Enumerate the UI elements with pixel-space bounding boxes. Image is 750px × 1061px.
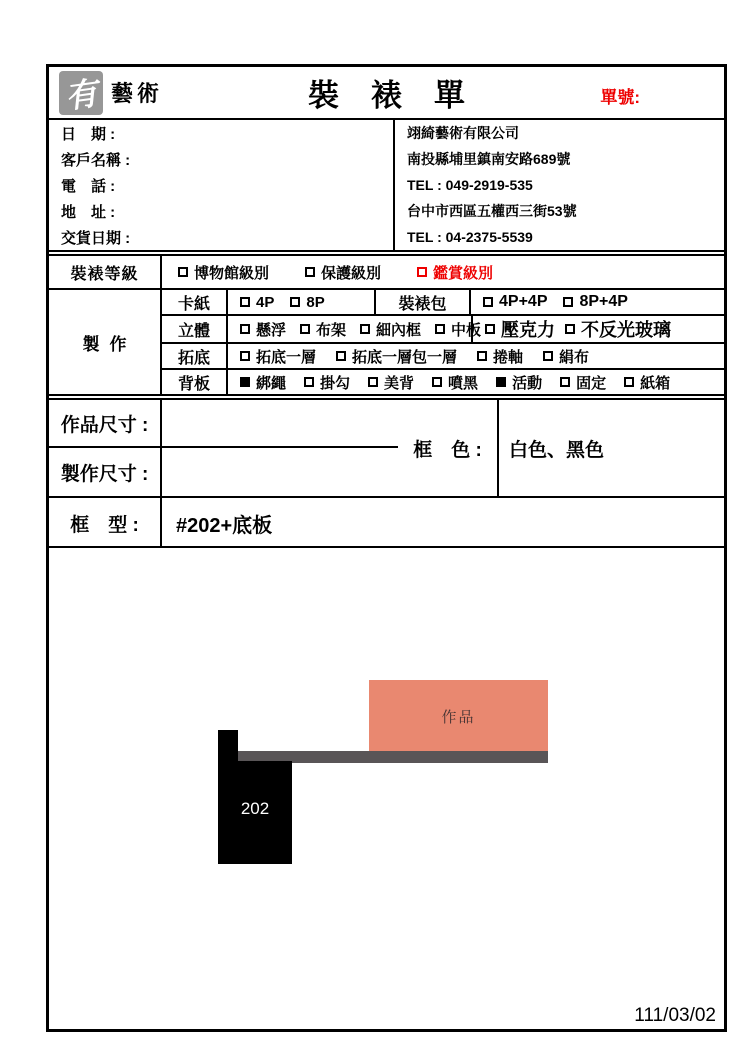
option-floating[interactable] bbox=[240, 319, 286, 340]
checkbox-icon[interactable] bbox=[563, 297, 573, 307]
molding-label: 202 bbox=[240, 799, 270, 818]
frame-color-label: 框 色 : bbox=[398, 400, 499, 498]
checkbox-icon[interactable] bbox=[290, 297, 300, 307]
option-label: 掛勾 bbox=[320, 374, 351, 392]
mount-pack-options bbox=[471, 290, 724, 314]
option-removable[interactable] bbox=[496, 372, 542, 393]
option-spray-black[interactable] bbox=[432, 372, 478, 393]
company-tel-2: TEL : 04-2375-5539 bbox=[407, 229, 533, 245]
make-size-label: 製作尺寸 : bbox=[49, 448, 162, 498]
option-label: 美背 bbox=[384, 374, 415, 392]
option-label: 4P+4P bbox=[499, 293, 548, 310]
company-info bbox=[395, 120, 724, 250]
row-matboard-label: 卡紙 bbox=[162, 290, 228, 314]
option-label: 綁繩 bbox=[256, 374, 287, 392]
option-label: 紙箱 bbox=[640, 374, 671, 392]
option-label: 中板 bbox=[451, 321, 482, 339]
order-number-label: 單號: bbox=[600, 88, 640, 107]
checkbox-icon[interactable] bbox=[304, 377, 314, 387]
frame-profile-diagram bbox=[49, 548, 724, 1029]
artwork-block-label: 作品 bbox=[441, 708, 476, 726]
company-address-1: 南投縣埔里鎮南安路689號 bbox=[407, 151, 571, 167]
option-fixed[interactable] bbox=[560, 372, 606, 393]
option-fabric-mount[interactable] bbox=[300, 319, 346, 340]
checkbox-icon[interactable] bbox=[477, 351, 487, 361]
row-backboard-label: 背板 bbox=[162, 370, 228, 394]
checkbox-icon[interactable] bbox=[178, 267, 188, 277]
checkbox-icon[interactable] bbox=[560, 377, 570, 387]
option-cardboard-box[interactable] bbox=[624, 372, 670, 393]
form-version-date: 111/03/02 bbox=[634, 1005, 716, 1026]
grade-row-label: 裝裱等級 bbox=[49, 256, 162, 288]
option-8p[interactable] bbox=[290, 294, 324, 311]
checkbox-icon[interactable] bbox=[336, 351, 346, 361]
option-4p[interactable] bbox=[240, 294, 274, 311]
row-three-d bbox=[162, 316, 724, 344]
checkbox-icon[interactable] bbox=[300, 324, 310, 334]
three-d-options bbox=[228, 316, 482, 342]
backboard-options bbox=[228, 370, 724, 394]
address-field-label[interactable]: 地 址 : bbox=[61, 203, 116, 221]
grade-row bbox=[49, 256, 724, 290]
checkbox-icon[interactable] bbox=[565, 324, 575, 334]
option-wrapped-backing[interactable] bbox=[336, 346, 457, 367]
option-acrylic[interactable] bbox=[485, 316, 555, 342]
company-tel-1: TEL : 049-2919-535 bbox=[407, 177, 533, 193]
option-label: 4P bbox=[256, 293, 275, 311]
mounting-order-form bbox=[46, 64, 727, 1032]
option-label: 布架 bbox=[316, 321, 347, 339]
option-label: 懸浮 bbox=[256, 321, 287, 339]
frame-type-value[interactable]: #202+底板 bbox=[176, 514, 273, 537]
option-scroll[interactable] bbox=[477, 346, 523, 367]
option-tie-cord[interactable] bbox=[240, 372, 286, 393]
checkbox-icon[interactable] bbox=[360, 324, 370, 334]
grade-options bbox=[162, 256, 724, 288]
option-silk[interactable] bbox=[543, 346, 589, 367]
contact-section bbox=[49, 120, 724, 256]
checkbox-icon[interactable] bbox=[483, 297, 493, 307]
option-label: 8P bbox=[306, 293, 325, 311]
option-label: 捲軸 bbox=[493, 348, 524, 366]
frame-color-value[interactable]: 白色、黑色 bbox=[499, 400, 724, 498]
frame-type-label: 框 型 : bbox=[49, 498, 162, 548]
production-section bbox=[49, 290, 724, 400]
row-three-d-label: 立體 bbox=[162, 316, 228, 342]
artwork-size-label: 作品尺寸 : bbox=[49, 400, 162, 448]
checkbox-icon[interactable] bbox=[240, 297, 250, 307]
checkbox-checked-icon[interactable] bbox=[240, 377, 250, 387]
option-label: 鑑賞級別 bbox=[433, 264, 494, 282]
checkbox-icon[interactable] bbox=[305, 267, 315, 277]
option-label: 固定 bbox=[576, 374, 607, 392]
checkbox-icon[interactable] bbox=[417, 267, 427, 277]
option-hook[interactable] bbox=[304, 372, 350, 393]
option-finished-back[interactable] bbox=[368, 372, 414, 393]
checkbox-checked-icon[interactable] bbox=[496, 377, 506, 387]
option-label: 活動 bbox=[512, 374, 543, 392]
option-single-backing[interactable] bbox=[240, 346, 316, 367]
form-title: 裝裱單 bbox=[308, 78, 497, 113]
row-backing-layer-label: 拓底 bbox=[162, 344, 228, 368]
artwork-size-input[interactable] bbox=[162, 400, 398, 448]
customer-name-field-label[interactable]: 客戶名稱 : bbox=[61, 151, 131, 169]
checkbox-icon[interactable] bbox=[543, 351, 553, 361]
option-label: 不反光玻璃 bbox=[581, 320, 671, 340]
option-label: 博物館級別 bbox=[194, 264, 270, 282]
row-backing-layer bbox=[162, 344, 724, 370]
frame-molding-block bbox=[218, 761, 292, 864]
option-museum-grade[interactable] bbox=[178, 262, 269, 283]
artwork-block bbox=[369, 680, 548, 752]
checkbox-icon[interactable] bbox=[240, 324, 250, 334]
option-label: 保護級別 bbox=[321, 264, 382, 282]
checkbox-icon[interactable] bbox=[368, 377, 378, 387]
logo-glyph: 有 bbox=[62, 74, 100, 115]
make-size-input[interactable] bbox=[162, 448, 398, 498]
checkbox-icon[interactable] bbox=[485, 324, 495, 334]
mount-pack-label: 裝裱包 bbox=[376, 290, 471, 314]
delivery-date-field-label[interactable]: 交貨日期 : bbox=[61, 229, 131, 247]
option-label: 壓克力 bbox=[501, 320, 555, 340]
phone-field-label[interactable]: 電 話 : bbox=[61, 177, 116, 195]
option-label: 拓底一層 bbox=[256, 348, 317, 366]
production-section-label: 製作 bbox=[49, 290, 162, 394]
checkbox-icon[interactable] bbox=[624, 377, 634, 387]
option-4p-plus-4p[interactable] bbox=[483, 293, 547, 311]
company-address-2: 台中市西區五權西三街53號 bbox=[407, 203, 577, 219]
checkbox-icon[interactable] bbox=[432, 377, 442, 387]
customer-fields bbox=[49, 120, 395, 250]
option-label: 絹布 bbox=[559, 348, 590, 366]
company-name: 翊綺藝術有限公司 bbox=[407, 125, 519, 141]
glazing-options bbox=[473, 316, 724, 342]
option-label: 拓底一層包一層 bbox=[352, 348, 458, 366]
option-thin-inner-frame[interactable] bbox=[360, 319, 421, 340]
matboard-options bbox=[228, 290, 376, 314]
backing-layer-options bbox=[228, 344, 724, 368]
checkbox-icon[interactable] bbox=[435, 324, 445, 334]
option-label: 8P+4P bbox=[579, 293, 628, 310]
option-appreciation-grade[interactable] bbox=[417, 262, 493, 283]
row-matboard bbox=[162, 290, 724, 316]
checkbox-icon[interactable] bbox=[240, 351, 250, 361]
row-backboard bbox=[162, 370, 724, 394]
option-8p-plus-4p[interactable] bbox=[563, 293, 627, 311]
dimensions-section bbox=[49, 400, 724, 548]
form-header bbox=[49, 67, 724, 120]
frame-lip-block bbox=[218, 730, 238, 763]
option-label: 噴黑 bbox=[448, 374, 479, 392]
date-field-label[interactable]: 日 期 : bbox=[61, 125, 116, 143]
option-non-glare-glass[interactable] bbox=[565, 316, 671, 342]
production-rows bbox=[162, 290, 724, 394]
option-protection-grade[interactable] bbox=[305, 262, 381, 283]
option-label: 細內框 bbox=[376, 321, 422, 339]
logo-brand-text: 藝術 bbox=[111, 81, 164, 106]
